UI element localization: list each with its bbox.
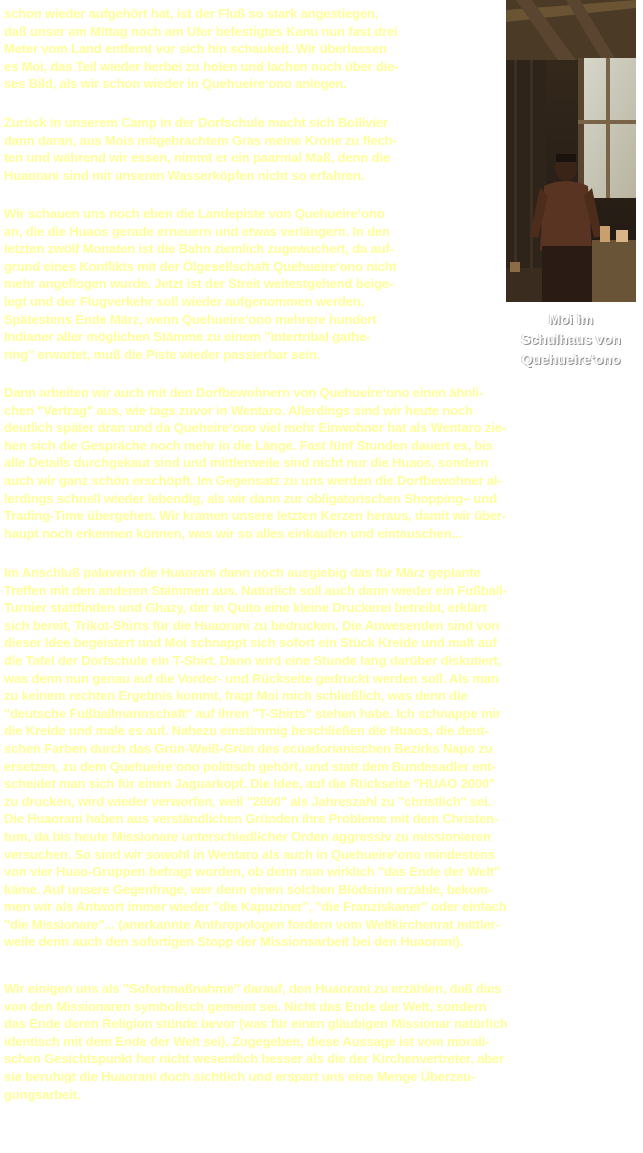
text-line: hen sich die Gespräche noch mehr in die Länge. Fast fünf Stunden dauert es, bis [4,437,493,453]
text-line: identisch mit dem Ende der Welt sei). Zugegeben, diese Aussage ist vom morali- [4,1033,490,1049]
text-line: scheidet man sich für einen Jaguarkopf. Die Idee, auf die Rückseite "HUAO 2000" [4,776,496,792]
text-line: men wir als Antwort immer wieder "die Kapuziner", "die Franziskaner" oder einfach [4,899,507,915]
text-line: es Moi, das Teil wieder herbei zu holen und lachen noch über die- [4,58,399,74]
text-line: Spätestens Ende März, wenn Quehueire‘ono mehrere hundert [4,311,377,327]
text-line: sie beruhigt die Huaorani doch sichtlich und erspart uns eine Menge Überzeu- [4,1068,476,1084]
text-line: haupt noch erkennen können, was wir so alles einkaufen und eintauschen... [4,525,462,541]
caption-line: Moi im [548,311,594,327]
text-line: alle Details durchgekaut sind und mittlerweile sind nicht nur die Huaos, sondern [4,455,489,471]
text-line: Zurück in unserem Camp in der Dorfschule macht sich Bollivier [4,115,388,130]
text-line: legt und der Flugverkehr soll wieder aufgenommen werden. [4,293,365,309]
text-line: Meter vom Land entfernt vor sich hin schaukelt. Wir überlassen [4,41,387,57]
paragraph-2 [4,114,504,184]
text-line: auch wir ganz schön erschöpft. Im Gegensatz zu uns werden die Dorfbewohner al- [4,472,502,488]
text-line: ses Bild, als wir schon wieder in Quehueire‘ono anlegen. [4,76,347,92]
text-line: schon wieder aufgehört hat, ist der Fluß so stark angestiegen, [4,6,379,21]
text-line: Treffen mit den anderen Stämmen aus. Natürlich soll auch dann wieder ein Fußball- [4,582,507,598]
paragraph-3 [4,205,504,363]
text-line: letzten zwölf Monaten ist die Bahn ziemlich zugewuchert, da auf- [4,241,394,257]
text-line: das Ende deren Religion stünde bevor (was für einen gläubigen Missionar natürlich [4,1016,508,1032]
caption-line: Quehueire‘ono [521,351,621,367]
text-line: die Kreide und male es auf. Nahezu einstimmig beschließen die Huaos, die deut- [4,723,489,739]
text-line: daß unser am Mittag noch am Ufer befestigtes Kanu nun fast drei [4,23,398,39]
paragraph-4 [4,384,640,542]
paragraph-1 [4,5,504,93]
text-line: Huaorani sind mit unseren Wasserköpfen nicht so erfahren. [4,167,365,183]
text-line: was denn nun genau auf die Vorder- und Rückseite gedruckt werden soll. Als man [4,670,499,686]
text-line: Dann arbeiten wir auch mit den Dorfbewohnern von Quehueire‘ono einen ähnli- [4,385,484,400]
text-line: schen Farben durch das Grün-Weiß-Grün des ecuadorianischen Bezirks Napo zu [4,740,493,756]
text-line: von den Missionaren symbolisch gemeint sei. Nicht das Ende der Welt, sondern [4,998,487,1014]
photo-caption [502,309,640,369]
text-line: zu keinem rechten Ergebnis kommt, fragt Moi mich schließlich, was denn die [4,688,468,704]
caption-line: Schulhaus von [521,331,621,347]
text-line: dieser Idee begeistert und Moi schnappt sich sofort ein Stück Kreide und malt auf [4,635,497,651]
text-line: "die Missionare"... (anerkannte Anthropologen fordern vom Weltkirchenrat mittler- [4,916,500,932]
text-line: Trading-Time übergehen. Wir kramen unsere letzten Kerzen heraus, damit wir über- [4,508,506,524]
text-line: ring" erwartet, muß die Piste wieder passierbar sein. [4,346,321,362]
text-line: ersetzen, zu dem Quehueire‘ono politisch gehört, und statt dem Bundesadler ent- [4,758,496,774]
text-line: zu drucken, wird wieder verworfen, weil "2000" als Jahreszahl zu "christlich" sei. [4,793,492,809]
text-line: tum, da bis heute Missionare unterschiedlicher Orden aggressiv zu missionieren [4,828,491,844]
text-line: deutlich später dran und da Queheire‘ono viel mehr Einwohner hat als Wentaro zie- [4,420,506,436]
text-line: weile denn auch den sofortigen Stopp der Missionsarbeit bei den Huaorani). [4,934,464,950]
text-line: chen "Vertrag" aus, wie tags zuvor in Wentaro. Allerdings sind wir heute noch [4,402,473,418]
paragraph-5 [4,564,640,951]
text-line: an, die die Huaos gerade erneuern und etwas verlängern. In den [4,223,390,239]
text-line: Die Huaorani haben aus verständlichen Gründen ihre Probleme mit dem Christen- [4,811,499,827]
moi-schoolhouse-photo [506,0,636,302]
text-line: ten und während wir essen, nimmt er ein paarmal Maß, denn die [4,150,390,166]
text-line: gungsarbeit. [4,1086,81,1102]
text-line: Wir einigen uns als "Sofortmaßnahme" darauf, den Huaorani zu erzählen, daß dies [4,981,502,996]
text-line: sich bereit, Trikot-Shirts für die Huaorani zu bedrucken. Die Anwesenden sind von [4,617,500,633]
text-line: von vier Huao-Gruppen befragt worden, ob denn nun wirklich "das Ende der Welt" [4,864,500,880]
text-line: Im Anschluß palavern die Huaorani dann noch ausgiebig das für März geplante [4,565,481,580]
text-line: versuchen. So sind wir sowohl in Wentaro als auch in Quehueire‘ono mindestens [4,846,495,862]
text-line: "deutsche Fußballmannschaft" auf ihren "T-Shirts" stehen habe. Ich schnappe mir [4,705,501,721]
paragraph-6 [4,980,640,1103]
text-line: Indianer aller möglichen Stämme zu einem "intertribal gathe- [4,329,371,345]
text-line: käme. Auf unsere Gegenfrage, wer denn einen solchen Blödsinn erzähle, bekom- [4,881,493,897]
text-line: schen Gesichtspunkt her nicht wesentlich besser als die der Kirchenvertreter, aber [4,1051,504,1067]
text-line: lerdings schnell wieder lebendig, als wir dann zur obligatorischen Shopping– und [4,490,497,506]
text-line: mehr angeflogen wurde. Jetzt ist der Streit weitestgehend beige- [4,276,394,292]
text-line: grund eines Konflikts mit der Ölgesellschaft Quehueire‘ono nicht [4,258,397,274]
text-line: dann daran, aus Mois mitgebrachtem Gras meine Krone zu flech- [4,132,397,148]
text-line: Turnier stattfinden und Ghazy, der in Quito eine kleine Druckerei betreibt, erklärt [4,600,487,616]
text-line: Wir schauen uns noch eben die Landepiste von Quehueire‘ono [4,206,385,221]
text-line: die Tafel der Dorfschule ein T-Shirt. Dann wird eine Stunde lang darüber diskutiert, [4,652,502,668]
